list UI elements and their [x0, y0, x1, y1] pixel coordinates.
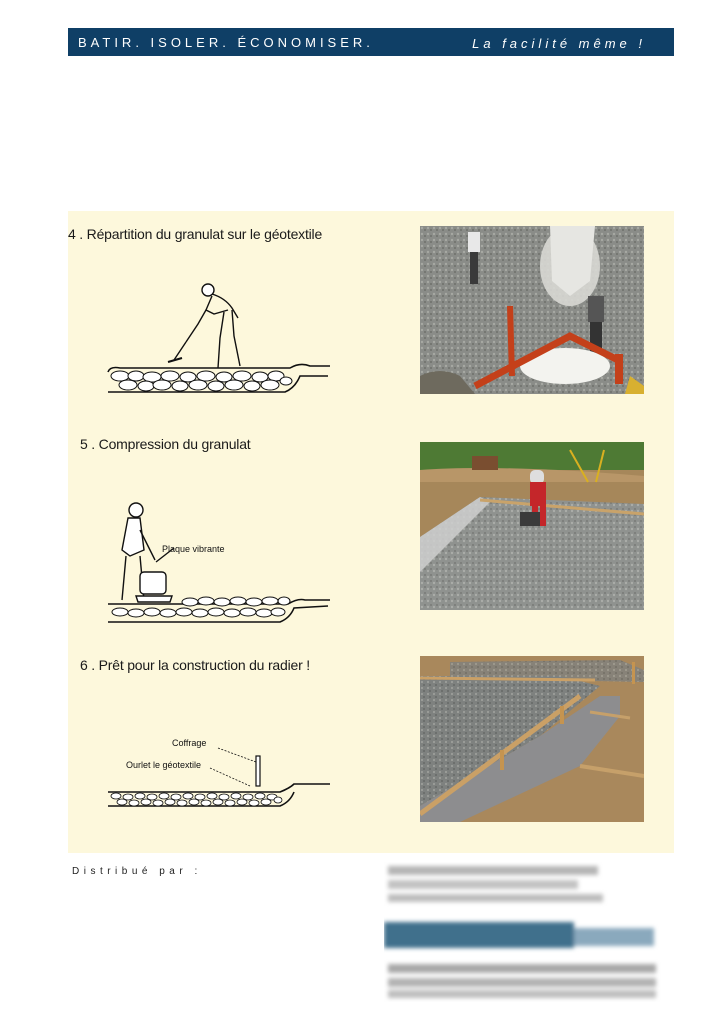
- formwork-ready-photo: [420, 656, 644, 822]
- step-5-title: 5 . Compression du granulat: [80, 436, 251, 452]
- distributed-by-label: Distribué par :: [72, 866, 202, 877]
- header-tagline: La facilité même !: [472, 36, 646, 51]
- worker-compactor-icon: [100, 500, 335, 630]
- compactor-label: Plaque vibrante: [162, 544, 225, 554]
- compaction-photo: [420, 442, 644, 610]
- formwork-section-icon: [100, 728, 335, 818]
- step-4-title: 4 . Répartition du granulat sur le géotextile: [68, 226, 323, 242]
- header-slogan: BATIR. ISOLER. ÉCONOMISER.: [78, 35, 374, 50]
- worker-raking-gravel-icon: [100, 280, 335, 400]
- distributor-logo: [384, 862, 664, 1002]
- formwork-label: Coffrage: [172, 738, 207, 748]
- geotextile-hem-label: Ourlet le géotextile: [126, 760, 202, 770]
- step-6-title: 6 . Prêt pour la construction du radier !: [80, 657, 310, 673]
- gravel-spreading-photo: [420, 226, 644, 394]
- header-banner: [68, 28, 674, 56]
